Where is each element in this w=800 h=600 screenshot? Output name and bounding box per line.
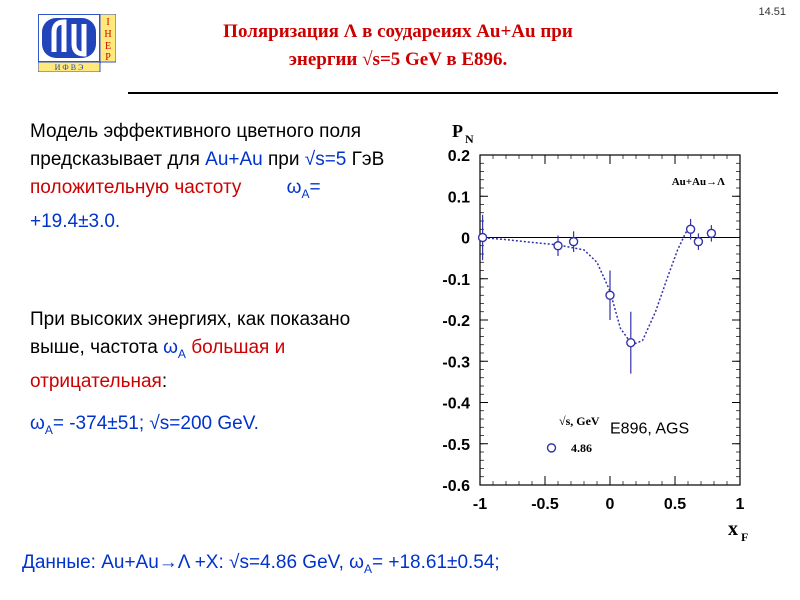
y-axis-label-sub: N — [465, 132, 474, 146]
para3-value: = -374±51; √s=200 GeV. — [52, 413, 259, 434]
x-tick-label: 0.5 — [663, 496, 687, 513]
legend-marker — [548, 444, 556, 452]
y-tick-label: 0.2 — [447, 148, 470, 165]
y-tick-label: -0.3 — [442, 354, 470, 372]
para1-omega: $\omega_A= +19.4\pm 3.0$. — [30, 177, 321, 232]
para1-energy: √s=5 — [304, 149, 347, 170]
x-tick-label: -0.5 — [531, 496, 559, 513]
paragraph-high-energy — [30, 306, 360, 396]
title-line-2: энергии √s=5 GeV в E896. — [288, 49, 508, 70]
y-tick-label: -0.2 — [442, 313, 470, 330]
y-tick-label: 0 — [461, 230, 470, 248]
para2-omega: $\omega_A$ — [163, 337, 186, 361]
data-point — [554, 242, 562, 250]
logo-bottom-text: И Ф В Э — [54, 63, 84, 72]
para1-text-3: ГэВ — [346, 149, 385, 170]
fit-curve — [480, 225, 691, 345]
legend-header: √s, GeV — [559, 414, 600, 429]
y-tick-label: -0.1 — [442, 271, 470, 289]
x-axis-label-sub: F — [741, 530, 749, 544]
para3-omega-sub: A — [44, 422, 53, 437]
paragraph-high-energy-value — [30, 410, 259, 444]
para1-omega-value: = +19.4±3.0. — [30, 177, 321, 232]
x-tick-label: 0 — [605, 496, 615, 513]
para1-au: Au+Au — [205, 149, 263, 170]
slide-title — [128, 18, 668, 74]
logo-letter: E — [104, 41, 112, 52]
footer-prefix: Данные: Au+Au→Λ +X: √s=4.86 GeV, ω — [22, 552, 364, 573]
x-axis-label: x — [728, 518, 738, 540]
data-point — [687, 225, 695, 233]
para2-red-text: большая и отрицательная — [30, 337, 286, 392]
slide-number: 14.51 — [758, 6, 786, 18]
footer-value: = +18.61±0.54; — [372, 552, 500, 573]
title-divider — [128, 92, 778, 94]
institute-logo — [38, 14, 116, 72]
chart-svg — [410, 110, 770, 550]
para1-omega-sub: A — [301, 186, 310, 201]
reaction-label: Au+Au→Λ — [671, 176, 725, 188]
data-point — [707, 229, 715, 237]
data-point — [570, 238, 578, 246]
para1-text: Модель эффективного цветного поля предсказывает для — [30, 121, 361, 170]
data-point — [694, 238, 702, 246]
x-tick-label: -1 — [472, 496, 488, 513]
data-point — [627, 339, 635, 347]
x-tick-label: 1 — [735, 496, 745, 513]
para2-colon: : — [161, 370, 168, 392]
para3-omega: ω — [30, 413, 45, 434]
para1-text-2: при — [262, 149, 305, 170]
footer-sub: A — [363, 561, 372, 576]
legend-entry: 4.86 — [571, 440, 592, 455]
logo-letter: P — [105, 52, 111, 63]
y-tick-label: -0.5 — [442, 436, 470, 454]
y-axis-label: P — [452, 121, 463, 141]
polarization-chart — [410, 110, 770, 555]
y-tick-label: -0.4 — [442, 395, 470, 413]
logo-letter: I — [106, 17, 110, 28]
y-tick-label: 0.1 — [447, 189, 470, 207]
title-line-1: Поляризация Λ в соудареиях Au+Au при — [223, 21, 573, 42]
experiment-label: E896, AGS — [610, 420, 690, 438]
para2-text: При высоких энергиях, как показано выше, частота — [30, 309, 351, 358]
data-point — [606, 291, 614, 299]
paragraph-prediction — [30, 118, 400, 236]
para1-red-text: положительную частоту — [30, 177, 242, 198]
footer-data-line — [22, 552, 500, 576]
logo-letter: H — [104, 29, 112, 40]
y-tick-label: -0.6 — [442, 478, 470, 495]
data-point — [479, 234, 487, 242]
